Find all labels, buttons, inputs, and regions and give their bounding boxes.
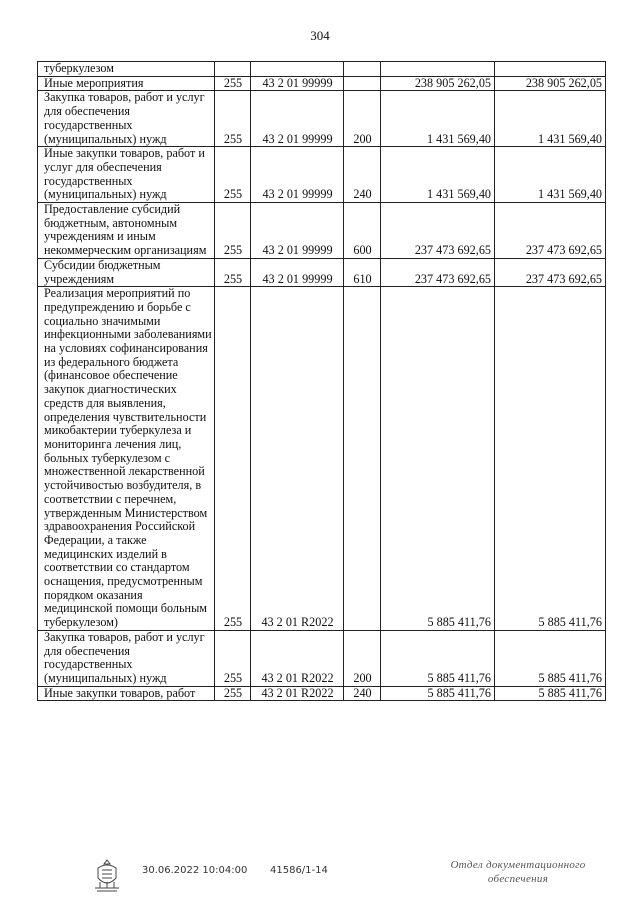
table-row	[38, 147, 606, 203]
table-row	[38, 203, 606, 259]
row-amount-1: 5 885 411,76	[381, 630, 495, 686]
row-name: Реализация мероприятий по предупреждению и борьбе с социально значимыми инфекционными заболеваниями на условиях софинансирования из федерального бюджета (финансовое обеспечение закупок диагностических средств для выявления, определения чувствительности микобактерии туберкулеза и мониторинга лечения лиц, больных туберкулезом с множественной лекарственной устойчивостью возбудителя, в соответствии с перечнем, утвержденным Министерством здравоохранения Российской Федерации, а также медицинских изделий в соответствии со стандартом оснащения, предусмотренным порядком оказания медицинской помощи больным туберкулезом)	[38, 287, 215, 631]
row-amount-1: 238 905 262,05	[381, 76, 495, 91]
table-row	[38, 686, 606, 701]
row-target-article	[251, 62, 344, 77]
table-row	[38, 258, 606, 286]
row-target-article: 43 2 01 R2022	[251, 686, 344, 701]
row-target-article: 43 2 01 R2022	[251, 630, 344, 686]
row-expense-type	[344, 76, 381, 91]
row-expense-type: 610	[344, 258, 381, 286]
row-name: Закупка товаров, работ и услуг для обеспечения государственных (муниципальных) нужд	[38, 630, 215, 686]
row-expense-type: 200	[344, 91, 381, 147]
row-amount-1	[381, 62, 495, 77]
document-footer	[0, 858, 640, 898]
row-name: Иные мероприятия	[38, 76, 215, 91]
row-amount-2: 5 885 411,76	[495, 287, 606, 631]
table-row	[38, 630, 606, 686]
row-expense-type: 200	[344, 630, 381, 686]
row-expense-type: 240	[344, 147, 381, 203]
row-expense-type: 240	[344, 686, 381, 701]
row-amount-2	[495, 62, 606, 77]
row-code: 255	[215, 76, 251, 91]
row-name: Субсидии бюджетным учреждениям	[38, 258, 215, 286]
coat-of-arms-icon	[92, 858, 122, 892]
row-amount-2: 238 905 262,05	[495, 76, 606, 91]
row-name: Закупка товаров, работ и услуг для обеспечения государственных (муниципальных) нужд	[38, 91, 215, 147]
row-amount-1: 1 431 569,40	[381, 147, 495, 203]
row-target-article: 43 2 01 99999	[251, 258, 344, 286]
table-row	[38, 287, 606, 631]
row-amount-2: 1 431 569,40	[495, 147, 606, 203]
row-target-article: 43 2 01 R2022	[251, 287, 344, 631]
budget-table	[37, 61, 606, 701]
row-code: 255	[215, 91, 251, 147]
row-target-article: 43 2 01 99999	[251, 76, 344, 91]
row-expense-type: 600	[344, 203, 381, 259]
footer-datetime: 30.06.2022 10:04:00	[142, 865, 248, 876]
row-amount-1: 5 885 411,76	[381, 287, 495, 631]
row-code: 255	[215, 147, 251, 203]
row-target-article: 43 2 01 99999	[251, 91, 344, 147]
row-name: Иные закупки товаров, работ и услуг для обеспечения государственных (муниципальных) нужд	[38, 147, 215, 203]
row-code	[215, 62, 251, 77]
row-name: Иные закупки товаров, работ	[38, 686, 215, 701]
table-row	[38, 76, 606, 91]
row-name: туберкулезом	[38, 62, 215, 77]
row-amount-1: 237 473 692,65	[381, 258, 495, 286]
row-target-article: 43 2 01 99999	[251, 147, 344, 203]
row-expense-type	[344, 287, 381, 631]
row-amount-2: 237 473 692,65	[495, 203, 606, 259]
row-expense-type	[344, 62, 381, 77]
row-amount-2: 1 431 569,40	[495, 91, 606, 147]
row-code: 255	[215, 287, 251, 631]
row-code: 255	[215, 203, 251, 259]
row-amount-1: 5 885 411,76	[381, 686, 495, 701]
row-name: Предоставление субсидий бюджетным, автономным учреждениям и иным некоммерческим организациям	[38, 203, 215, 259]
row-target-article: 43 2 01 99999	[251, 203, 344, 259]
row-code: 255	[215, 630, 251, 686]
table-row	[38, 62, 606, 77]
table-row	[38, 91, 606, 147]
footer-reg-number: 41586/1-14	[270, 865, 328, 876]
stamp-line-1: Отдел документационного	[450, 859, 586, 871]
row-code: 255	[215, 686, 251, 701]
row-amount-1: 237 473 692,65	[381, 203, 495, 259]
department-stamp	[438, 858, 598, 886]
row-code: 255	[215, 258, 251, 286]
row-amount-2: 237 473 692,65	[495, 258, 606, 286]
row-amount-1: 1 431 569,40	[381, 91, 495, 147]
row-amount-2: 5 885 411,76	[495, 686, 606, 701]
page-number: 304	[310, 28, 330, 43]
stamp-line-2: обеспечения	[487, 873, 549, 885]
row-amount-2: 5 885 411,76	[495, 630, 606, 686]
